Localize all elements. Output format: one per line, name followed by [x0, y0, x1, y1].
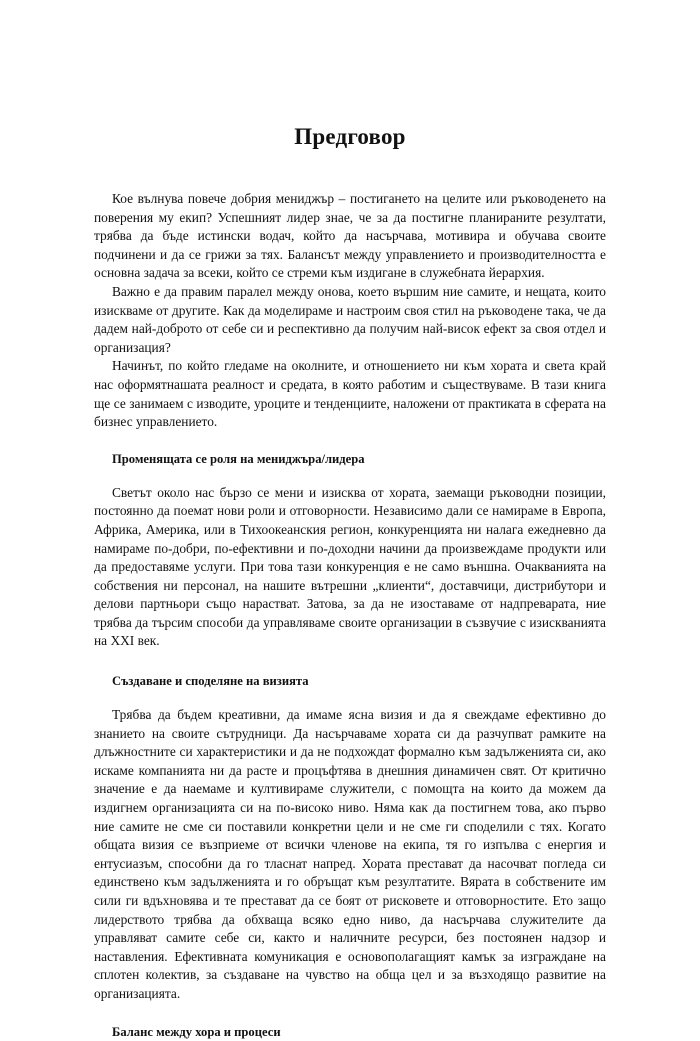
page-title: Предговор [294, 124, 406, 149]
section-heading-vision: Създаване и споделяне на визията [112, 674, 309, 689]
intro-paragraph-1: Кое вълнува повече добрия мениджър – постигането на целите или ръководенето на поверения му екип? Успешният лидер знае, че за да постигне планираните резултати, трябва да бъде истински водач, който да насърчава, мотивира и обучава своите подчинени и да се грижи за тях. Балансът между управлението и производителността е основна задача за всеки, който се стреми към издигане в служебната йерархия. [94, 191, 606, 281]
intro-section [94, 190, 606, 432]
section-heading-balance: Баланс между хора и процеси [112, 1024, 281, 1039]
intro-paragraph-3: Начинът, по който гледаме на околните, и отношението ни към хората и света край нас оформятнашата реалност и средата, в която работим и съществуваме. В тази книга ще се занимаем с изводите, уроците и тенденциите, наложени от практиката в сферата на бизнес управлението. [94, 358, 606, 430]
section-paragraph-vision: Трябва да бъдем креативни, да имаме ясна визия и да я свеждаме ефективно до знанието на своите сътрудници. Да насърчаваме хората си да разчупват рамките на длъжностните си характеристики и да не подхождат формално към задълженията си, ако искаме компанията ни да расте и процъфтява в днешния динамичен свят. От критично значение е да наемаме и култивираме служители, с помощта на които да можем да издигнем организацията си на по-високо ниво. Няма как да постигнем това, ако първо ние самите не сме си поставили конкретни цели и не сме ги споделили с тях. Когато общата визия се възприеме от всички членове на екипа, тя го изпълва с енергия и ентусиазъм, способни да го тласнат напред. Хората престават да насочват погледа си единствено към задълженията и го обръщат към резултатите. Вярата в собствените им сили ги вдъхновява и те престават да се боят от рисковете и отговорностите. Ето защо лидерството трябва да обхваща всяко едно ниво, да насърчава служителите да управляват самите себе си, както и наличните ресурси, без постоянен надзор и наставления. Ефективната комуникация е основополагащият камък за изграждане на сплотен колектив, за създаване на чувство на обща цел и за възходящо развитие на организацията. [94, 707, 606, 1001]
intro-paragraph-2: Важно е да правим паралел между онова, което вършим ние самите, и нещата, които изискваме от другите. Как да моделираме и настроим своя стил на ръководене така, че да дадем най-доброто от себе си и респективно да получим най-висок ефект за своя отдел и организация? [94, 283, 606, 355]
section-paragraph-changing-role: Светът около нас бързо се мени и изисква от хората, заемащи ръководни позиции, постоянно да поемат нови роли и отговорности. Независимо дали се намираме в Европа, Африка, Америка, или в Тихоокеанския регион, конкуренцията ни налага ежедневно да намираме по-добри, по-ефективни и по-доходни начини да произвеждаме продукти или да предоставяме услуги. При това тази конкуренция е не само външна. Очакванията на собствения ни персонал, на нашите вътрешни „клиенти“, доставчици, дистрибутори и делови партньори също нарастват. Затова, за да не изоставаме от надпреварата, ние трябва да търсим способи да управляваме своите организации в съзвучие с изискванията на XXI век. [94, 484, 606, 649]
section-heading-changing-role: Променящата се роля на мениджъра/лидера [112, 451, 365, 466]
